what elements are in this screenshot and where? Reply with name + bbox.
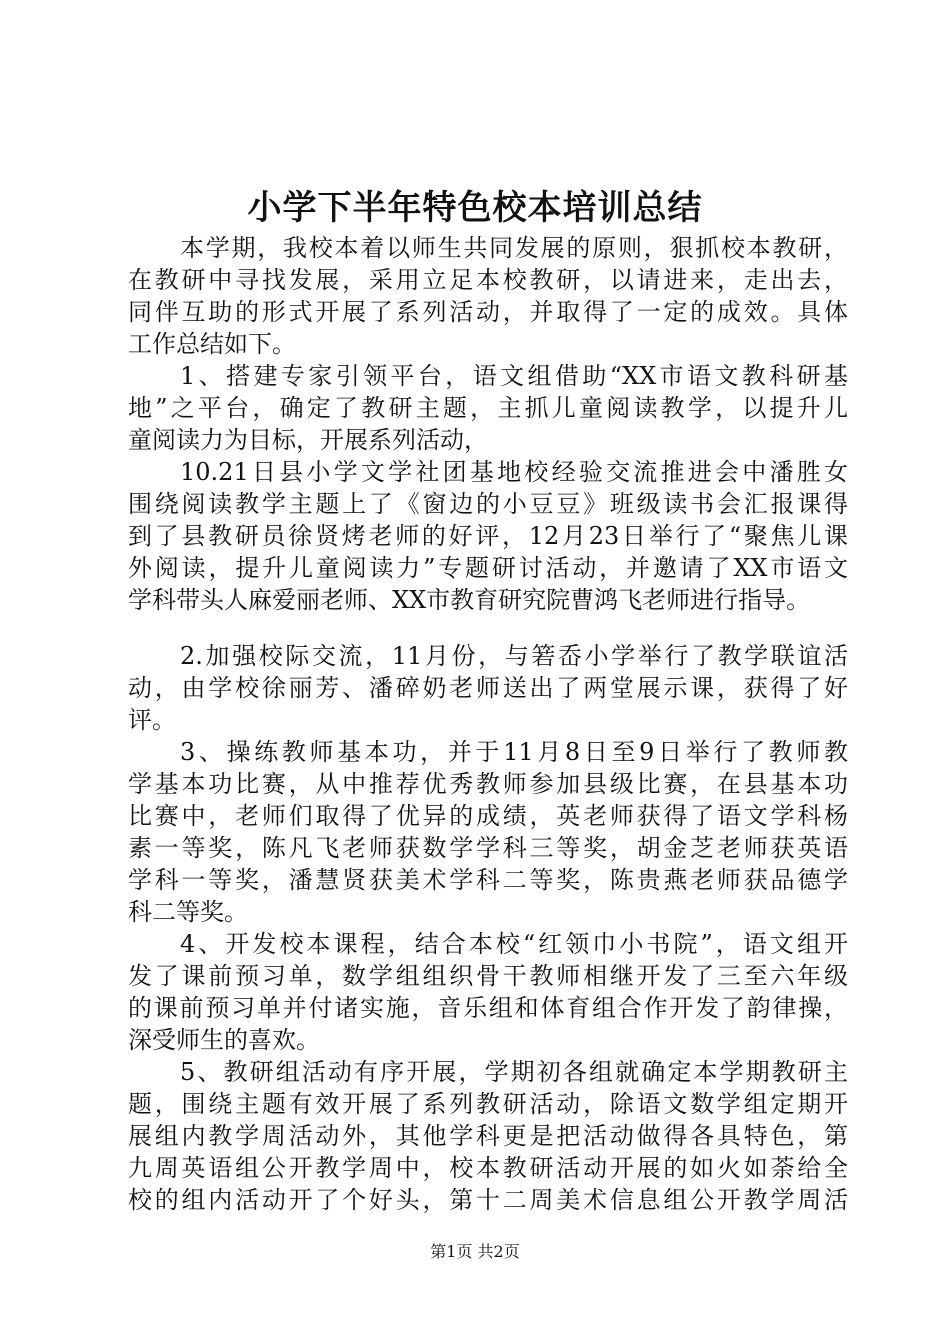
text-line: 学基本功比赛，从中推荐优秀教师参加县级比赛，在县基本功 (128, 770, 848, 798)
text-line: 的课前预习单并付诸实施，音乐组和体育组合作开发了韵律操， (128, 994, 848, 1022)
text-line: 校的组内活动开了个好头，第十二周美术信息组公开教学周活 (128, 1186, 848, 1214)
text-line: 比赛中，老师们取得了优异的成绩，英老师获得了语文学科杨 (128, 802, 848, 830)
text-line: 童阅读力为目标，开展系列活动， (128, 426, 488, 454)
text-line: 九周英语组公开教学周中，校本教研活动开展的如火如荼给全 (128, 1154, 848, 1182)
text-line: 题，围绕主题有效开展了系列教研活动，除语文数学组定期开 (128, 1090, 848, 1118)
text-line: 在教研中寻找发展，采用立足本校教研，以请进来，走出去， (128, 266, 848, 294)
text-line: 本学期，我校本着以师生共同发展的原则，狠抓校本教研， (180, 234, 848, 262)
text-line: 外阅读，提升儿童阅读力”专题研讨活动，并邀请了XX市语文 (128, 554, 848, 582)
text-line: 围绕阅读教学主题上了《窗边的小豆豆》班级读书会汇报课得 (128, 490, 848, 518)
text-line: 4、开发校本课程，结合本校“红领巾小书院”，语文组开 (180, 930, 848, 958)
text-line: 1、搭建专家引领平台，语文组借助“XX市语文教科研基 (180, 362, 848, 390)
text-line: 5、教研组活动有序开展，学期初各组就确定本学期教研主 (180, 1058, 848, 1086)
text-line: 科二等奖。 (128, 898, 248, 926)
page-number-footer: 第1页 共2页 (430, 1242, 520, 1261)
text-line: 深受师生的喜欢。 (128, 1026, 320, 1054)
text-line: 工作总结如下。 (128, 330, 296, 358)
text-line: 同伴互助的形式开展了系列活动，并取得了一定的成效。具体 (128, 298, 848, 326)
text-line: 3、操练教师基本功，并于11月8日至9日举行了教师教 (180, 738, 848, 766)
document-body (128, 232, 848, 1216)
text-line: 到了县教研员徐贤烤老师的好评，12月23日举行了“聚焦儿课 (128, 522, 848, 550)
text-line: 发了课前预习单，数学组组织骨干教师相继开发了三至六年级 (128, 962, 848, 990)
text-line: 10.21日县小学文学社团基地校经验交流推进会中潘胜女 (180, 458, 848, 486)
text-line: 素一等奖，陈凡飞老师获数学学科三等奖，胡金芝老师获英语 (128, 834, 848, 862)
text-line: 地”之平台，确定了教研主题，主抓儿童阅读教学，以提升儿 (128, 394, 848, 422)
text-line: 动，由学校徐丽芳、潘碎奶老师送出了两堂展示课，获得了好 (128, 674, 848, 702)
text-line: 学科一等奖，潘慧贤获美术学科二等奖，陈贵燕老师获品德学 (128, 866, 848, 894)
paragraph-gap (128, 616, 848, 640)
text-line: 学科带头人麻爱丽老师、XX市教育研究院曹鸿飞老师进行指导。 (128, 586, 811, 614)
document-title: 小学下半年特色校本培训总结 (247, 188, 703, 228)
text-line: 评。 (128, 706, 176, 734)
text-line: 2.加强校际交流，11月份，与箬岙小学举行了教学联谊活 (180, 642, 848, 670)
text-line: 展组内教学周活动外，其他学科更是把活动做得各具特色，第 (128, 1122, 848, 1150)
